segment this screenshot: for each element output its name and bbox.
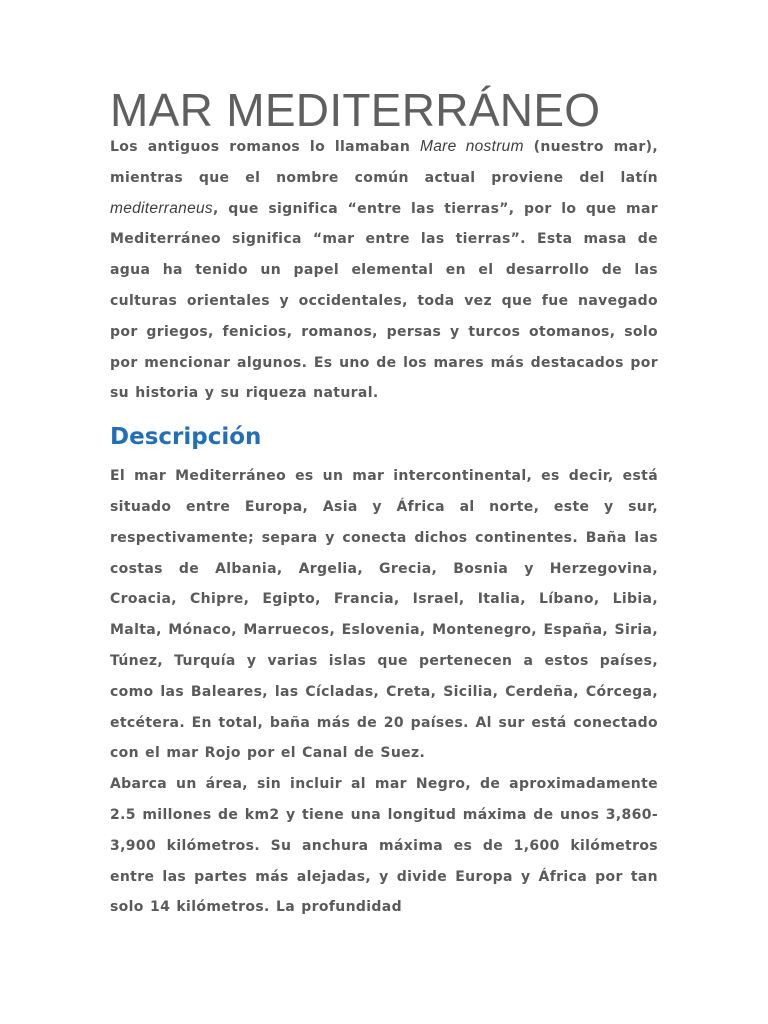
area-paragraph: Abarca un área, sin incluir al mar Negro, de aproximadamente 2.5 millones de km2 y tiene una longitud máxima de unos 3,860-3,900 kilómetros. Su anchura máxima es de 1,600 kilómetros entre las partes más alejadas, y divide Europa y África por tan solo 14 kilómetros. La profundidad <box>110 776 658 916</box>
section-heading-descripcion: Descripción <box>110 424 262 451</box>
document-page <box>110 84 658 923</box>
intro-text-1: Los antiguos romanos lo llamaban <box>110 139 420 155</box>
mediterraneus-term: mediterraneus <box>110 199 213 217</box>
mare-nostrum-term: Mare nostrum <box>419 138 524 155</box>
description-paragraph: El mar Mediterráneo es un mar intercontinental, es decir, está situado entre Europa, Asia y África al norte, este y sur, respectivamente; separa y conecta dichos continentes. Baña las costas de Albania, Argelia, Grecia, Bosnia y Herzegovina, Croacia, Chipre, Egipto, Francia, Israel, Italia, Líbano, Libia, Malta, Mónaco, Marruecos, Eslovenia, Montenegro, España, Siria, Túnez, Turquía y varias islas que pertenecen a estos países, como las Baleares, las Cícladas, Creta, Sicilia, Cerdeña, Córcega, etcétera. En total, baña más de 20 países. Al sur está conectado con el mar Rojo por el Canal de Suez. <box>110 468 658 762</box>
intro-paragraph <box>110 132 658 409</box>
intro-text-3: , que significa “entre las tierras”, por lo que mar Mediterráneo significa “mar entre las tierras”. Esta masa de agua ha tenido un papel elemental en el desarrollo de las culturas orientales y occidentales, toda vez que fue navegado por griegos, fenicios, romanos, persas y turcos otomanos, solo por mencionar algunos. Es uno de los mares más destacados por su historia y su riqueza natural. <box>110 200 658 402</box>
document-title: MAR MEDITERRÁNEO <box>110 84 601 136</box>
intro-text-2: (nuestro mar), mientras que el nombre común actual proviene del latín <box>110 139 659 186</box>
